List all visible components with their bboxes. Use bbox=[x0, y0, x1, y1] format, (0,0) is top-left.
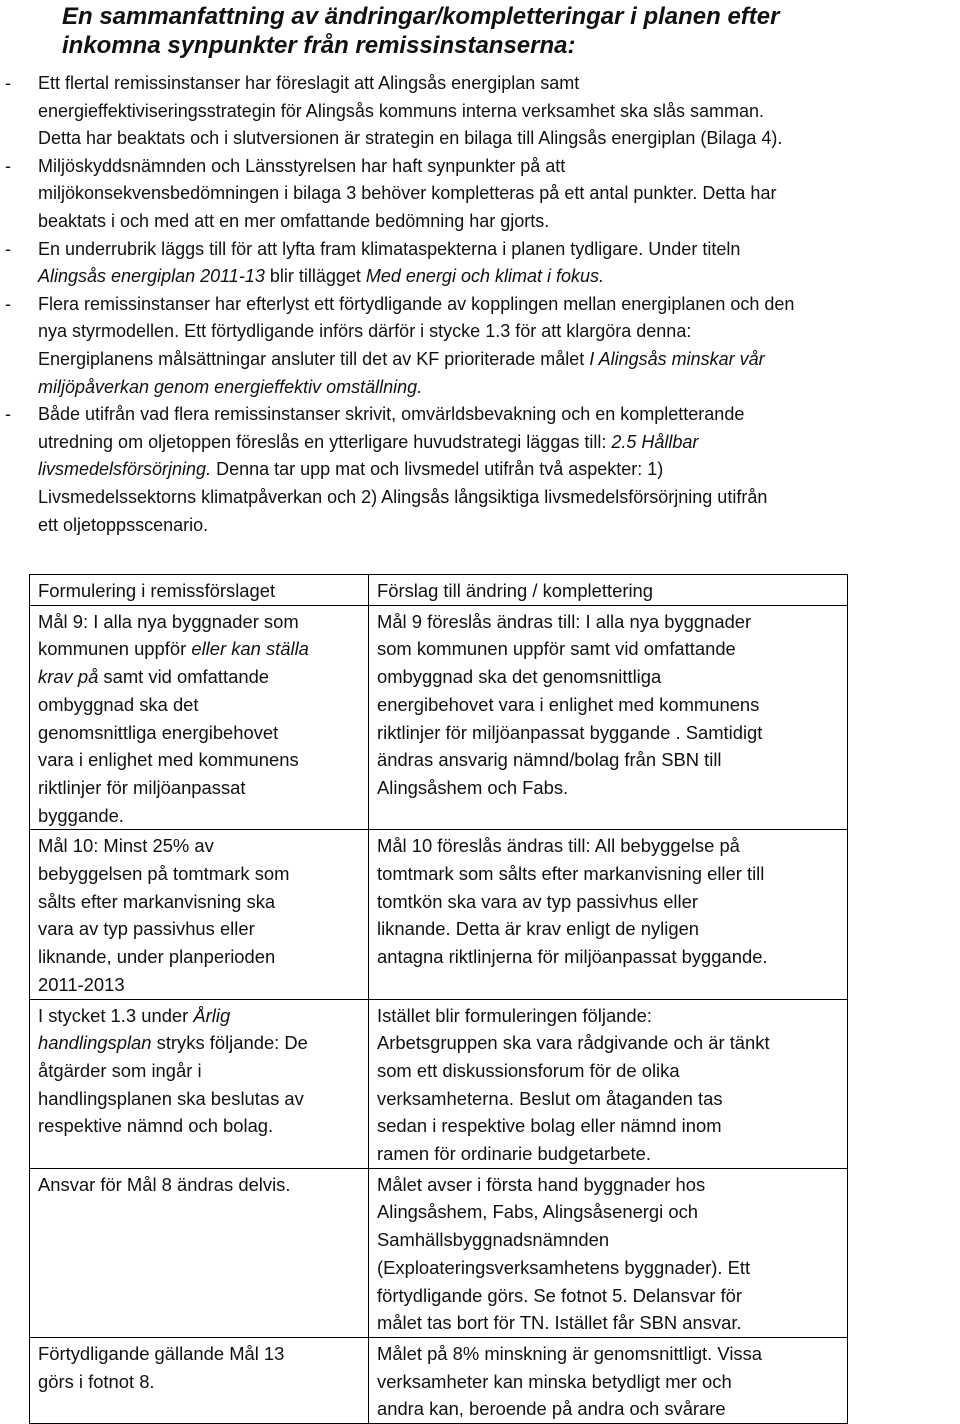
text-line: nya styrmodellen. Ett förtydligande införs därför i stycke 1.3 för att klargöra denna: bbox=[38, 321, 692, 342]
text-line: som ett diskussionsforum för de olika bbox=[377, 1059, 680, 1081]
text-line bbox=[38, 635, 360, 663]
text-line: handlingsplanen ska beslutas av bbox=[38, 1087, 304, 1109]
text-line: liknande. Detta är krav enligt de nyligen bbox=[377, 918, 700, 940]
text-run: Denna tar upp mat och livsmedel utifrån två aspekter: 1) bbox=[211, 459, 664, 480]
list-item bbox=[0, 236, 960, 291]
text-run: kommunen uppför bbox=[38, 638, 192, 660]
text-line: antagna riktlinjerna för miljöanpassat byggande. bbox=[377, 946, 768, 968]
table-row bbox=[30, 999, 848, 1168]
text-line: Mål 9: I alla nya byggnader som bbox=[38, 610, 299, 632]
italic-text: miljöpåverkan genom energieffektiv omställning. bbox=[38, 376, 423, 397]
text-line: vara i enlighet med kommunens bbox=[38, 749, 299, 771]
text-line: (Exploateringsverksamhetens byggnader). Ett bbox=[377, 1256, 751, 1278]
text-run: stryks följande: De bbox=[151, 1032, 308, 1054]
italic-text: Med energi och klimat i fokus. bbox=[365, 266, 604, 287]
bullet-dash: - bbox=[5, 155, 11, 176]
text-line: Istället blir formuleringen följande: bbox=[377, 1004, 652, 1026]
cell-original bbox=[30, 1337, 369, 1423]
text-line: andra kan, beroende på andra och svårare bbox=[377, 1398, 726, 1420]
text-line: Mål 9 föreslås ändras till: I alla nya byggnader bbox=[377, 610, 752, 632]
bullet-dash: - bbox=[5, 404, 11, 425]
text-run: utredning om oljetoppen föreslås en ytterligare huvudstrategi läggas till: bbox=[38, 431, 612, 452]
text-line: Målet på 8% minskning är genomsnittligt. Vissa bbox=[377, 1342, 763, 1364]
table-row bbox=[30, 1168, 848, 1337]
bullet-dash: - bbox=[5, 73, 11, 93]
text-line: energieffektiviseringsstrategin för Alingsås kommuns interna verksamhet ska slås samman. bbox=[38, 100, 764, 121]
text-line: bebyggelsen på tomtmark som bbox=[38, 863, 290, 885]
text-line: Alingsåshem, Fabs, Alingsåsenergi och bbox=[377, 1201, 698, 1223]
italic-text: eller kan ställa bbox=[191, 638, 309, 660]
text-line bbox=[38, 374, 958, 402]
text-line: Alingsåshem och Fabs. bbox=[377, 776, 569, 798]
table-row bbox=[30, 605, 848, 830]
text-line: energibehovet vara i enlighet med kommunens bbox=[377, 693, 760, 715]
text-line bbox=[38, 263, 958, 291]
header-text: Förslag till ändring / komplettering bbox=[377, 580, 653, 601]
text-line: förtydligande görs. Se fotnot 5. Delansvar för bbox=[377, 1284, 742, 1306]
text-line: målet tas bort för TN. Istället får SBN ansvar. bbox=[377, 1312, 742, 1334]
list-item bbox=[0, 153, 960, 236]
cell-original bbox=[30, 605, 369, 830]
cell-proposal bbox=[369, 1337, 848, 1423]
text-line: verksamheterna. Beslut om åtaganden tas bbox=[377, 1087, 723, 1109]
italic-text: krav på bbox=[38, 666, 99, 688]
cell-proposal bbox=[369, 999, 848, 1168]
text-line: Mål 10 föreslås ändras till: All bebyggelse på bbox=[377, 835, 740, 857]
text-line: riktlinjer för miljöanpassat bbox=[38, 776, 246, 798]
text-line: tomtmark som sålts efter markanvisning eller till bbox=[377, 863, 765, 885]
text-line: som kommunen uppför samt vid omfattande bbox=[377, 638, 736, 660]
text-line: liknande, under planperioden bbox=[38, 946, 276, 968]
text-run: Energiplanens målsättningar ansluter till det av KF prioriterade målet bbox=[38, 348, 590, 369]
text-line: åtgärder som ingår i bbox=[38, 1059, 202, 1081]
cell-original bbox=[30, 830, 369, 999]
list-item bbox=[0, 291, 960, 401]
text-line: ombyggnad ska det genomsnittliga bbox=[377, 666, 662, 688]
bullet-dash: - bbox=[5, 293, 11, 314]
text-line bbox=[38, 663, 360, 691]
text-line: En underrubrik läggs till för att lyfta fram klimataspekterna i planen tydligare. Under titeln bbox=[38, 238, 741, 259]
italic-text: Alingsås energiplan 2011-13 bbox=[38, 266, 265, 287]
text-line: ett oljetoppsscenario. bbox=[38, 514, 209, 535]
text-line: ändras ansvarig nämnd/bolag från SBN till bbox=[377, 749, 722, 771]
text-line: Flera remissinstanser har efterlyst ett förtydligande av kopplingen mellan energiplanen och den bbox=[38, 293, 795, 314]
text-line: Ett flertal remissinstanser har föreslagit att Alingsås energiplan samt bbox=[38, 73, 580, 93]
italic-text: I Alingsås minskar vår bbox=[589, 348, 765, 369]
header-cell-proposal bbox=[369, 575, 848, 606]
text-line: Arbetsgruppen ska vara rådgivande och är tänkt bbox=[377, 1032, 770, 1054]
cell-proposal bbox=[369, 1168, 848, 1337]
comparison-table bbox=[29, 574, 848, 1424]
text-line: miljökonsekvensbedömningen i bilaga 3 behöver kompletteras på ett antal punkter. Detta har bbox=[38, 183, 777, 204]
cell-original bbox=[30, 1168, 369, 1337]
text-line: görs i fotnot 8. bbox=[38, 1370, 155, 1392]
italic-text: livsmedelsförsörjning. bbox=[38, 459, 212, 480]
text-line: vara av typ passivhus eller bbox=[38, 918, 255, 940]
table-header-row bbox=[30, 575, 848, 606]
text-line: Mål 10: Minst 25% av bbox=[38, 835, 214, 857]
text-line: Förtydligande gällande Mål 13 bbox=[38, 1342, 285, 1364]
header-text: Formulering i remissförslaget bbox=[38, 580, 276, 601]
text-line: genomsnittliga energibehovet bbox=[38, 721, 279, 743]
changes-list bbox=[0, 70, 960, 539]
italic-text: handlingsplan bbox=[38, 1032, 152, 1054]
list-item bbox=[0, 401, 960, 539]
text-line: respektive nämnd och bolag. bbox=[38, 1115, 274, 1137]
italic-text: 2.5 Hållbar bbox=[611, 431, 699, 452]
text-line: byggande. bbox=[38, 804, 124, 826]
text-line: riktlinjer för miljöanpassat byggande . Samtidigt bbox=[377, 721, 763, 743]
text-line: ramen för ordinarie budgetarbete. bbox=[377, 1143, 651, 1165]
text-line bbox=[38, 429, 958, 457]
cell-original bbox=[30, 999, 369, 1168]
text-line: Detta har beaktats och i slutversionen är strategin en bilaga till Alingsås energiplan (Bilaga 4). bbox=[38, 128, 783, 149]
text-line: Livsmedelssektorns klimatpåverkan och 2) Alingsås långsiktiga livsmedelsförsörjning utifrån bbox=[38, 486, 768, 507]
table-row bbox=[30, 1337, 848, 1423]
text-line bbox=[38, 1029, 360, 1057]
text-line: Målet avser i första hand byggnader hos bbox=[377, 1173, 706, 1195]
header-cell-original bbox=[30, 575, 369, 606]
text-line bbox=[38, 456, 958, 484]
text-line: verksamheter kan minska betydligt mer och bbox=[377, 1370, 732, 1392]
title-line: En sammanfattning av ändringar/kompletteringar i planen efter bbox=[62, 3, 780, 30]
text-line: 2011-2013 bbox=[38, 973, 125, 995]
table-row bbox=[30, 830, 848, 999]
text-run: blir tillägget bbox=[264, 266, 366, 287]
bullet-dash: - bbox=[5, 238, 11, 259]
list-item bbox=[0, 70, 960, 153]
text-run: samt vid omfattande bbox=[98, 666, 270, 688]
italic-text: Årlig bbox=[193, 1004, 231, 1026]
text-line bbox=[38, 346, 958, 374]
text-line bbox=[38, 1002, 360, 1030]
page-title bbox=[62, 2, 942, 60]
cell-proposal bbox=[369, 830, 848, 999]
text-line: Samhällsbyggnadsnämnden bbox=[377, 1229, 610, 1251]
text-line: Både utifrån vad flera remissinstanser skrivit, omvärldsbevakning och en kompletterande bbox=[38, 404, 745, 425]
cell-proposal bbox=[369, 605, 848, 830]
text-line: ombyggnad ska det bbox=[38, 693, 199, 715]
text-line: tomtkön ska vara av typ passivhus eller bbox=[377, 890, 698, 912]
text-line: Miljöskyddsnämnden och Länsstyrelsen har haft synpunkter på att bbox=[38, 155, 566, 176]
text-line: sålts efter markanvisning ska bbox=[38, 890, 276, 912]
text-line: beaktats i och med att en mer omfattande bedömning har gjorts. bbox=[38, 210, 550, 231]
title-line: inkomna synpunkter från remissinstanserna: bbox=[62, 32, 576, 59]
text-line: Ansvar för Mål 8 ändras delvis. bbox=[38, 1173, 291, 1195]
text-line: sedan i respektive bolag eller nämnd inom bbox=[377, 1115, 722, 1137]
text-run: I stycket 1.3 under bbox=[38, 1004, 194, 1026]
